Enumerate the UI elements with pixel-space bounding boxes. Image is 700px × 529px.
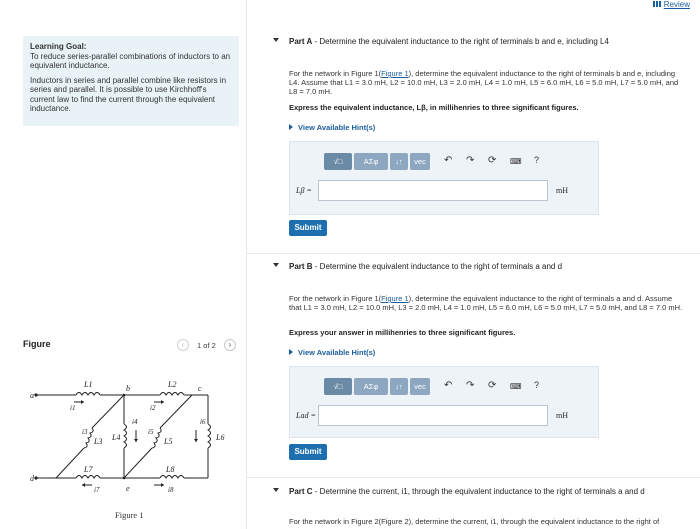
- label-d: d: [30, 474, 34, 483]
- redo-icon[interactable]: ↷: [466, 380, 475, 391]
- part-a-title: - Determine the equivalent inductance to the right of terminals b and e, including L4: [312, 37, 609, 46]
- arrowhead-i6: [194, 439, 198, 442]
- part-a-input-label: Lβ =: [296, 186, 312, 195]
- part-b-title: - Determine the equivalent inductance to the right of terminals a and d: [312, 262, 563, 271]
- arrowhead-i7: [82, 483, 85, 487]
- inductor-L7: [76, 476, 100, 479]
- label-L2: L2: [168, 380, 177, 389]
- greek-button[interactable]: ΑΣφ: [354, 378, 388, 395]
- arrowhead-i1: [81, 400, 84, 404]
- wire-L3-upper: [92, 395, 124, 428]
- node-e: [123, 477, 126, 480]
- label-L6: L6: [216, 433, 225, 442]
- part-a-label: Part A: [289, 37, 313, 46]
- label-L1: L1: [84, 380, 93, 389]
- label-L8: L8: [166, 465, 175, 474]
- wire-L5-upper: [160, 395, 192, 428]
- arrows-button[interactable]: ↓↑: [390, 378, 408, 395]
- collapse-caret-icon[interactable]: [273, 263, 279, 267]
- part-c-header[interactable]: [275, 487, 687, 499]
- part-a-description: For the network in Figure 1(Figure 1), determine the equivalent inductance to the right of terminals b and e, including L4. Assume that L1 = 3.0 mH, L2 = 10.0 mH, L3 = 2.0 mH, L4 = 1.0 mH, L5 = 6.0 mH, L6 = 5.0 mH, L7 = 5.0 mH, and L8 = 7.0 mH.: [289, 69, 679, 96]
- label-i5: i5: [148, 428, 154, 436]
- part-b: [275, 262, 687, 456]
- part-b-header[interactable]: [275, 262, 687, 274]
- label-i3: i3: [82, 428, 88, 436]
- arrows-button[interactable]: ↓↑: [390, 153, 408, 170]
- figure-1-link[interactable]: Figure 1: [381, 294, 409, 303]
- figure-caption: Figure 1: [115, 510, 144, 520]
- label-i4: i4: [132, 418, 138, 426]
- part-b-answer-input[interactable]: [318, 405, 548, 426]
- inductor-L1: [76, 393, 100, 396]
- part-a-instruction: Express the equivalent inductance, Lβ, in millihenries to three significant figures.: [289, 103, 579, 112]
- label-L5: L5: [164, 437, 173, 446]
- figure-prev-button[interactable]: ‹: [177, 339, 189, 351]
- label-i8: i8: [168, 486, 174, 494]
- hint-arrow-icon: [289, 124, 293, 130]
- arrowhead-i2: [161, 400, 164, 404]
- help-icon[interactable]: ?: [534, 155, 540, 165]
- inductor-L6: [208, 424, 211, 448]
- reset-icon[interactable]: ⟳: [488, 155, 497, 166]
- keyboard-icon[interactable]: ⌨: [510, 382, 522, 391]
- part-b-submit-button[interactable]: Submit: [289, 444, 327, 460]
- part-a-answer-box: [289, 141, 599, 215]
- part-a-header[interactable]: [275, 37, 687, 49]
- label-e: e: [126, 484, 130, 493]
- reset-icon[interactable]: ⟳: [488, 380, 497, 391]
- label-L7: L7: [84, 465, 93, 474]
- undo-icon[interactable]: ↶: [444, 155, 453, 166]
- part-c-title: - Determine the current, i1, through the equivalent inductance to the right of terminals a and d: [312, 487, 645, 496]
- left-panel: [0, 0, 247, 529]
- vec-button[interactable]: vec: [410, 153, 430, 170]
- label-i6: i6: [200, 418, 206, 426]
- inductor-L2: [160, 393, 184, 396]
- node-b: [123, 394, 126, 397]
- undo-icon[interactable]: ↶: [444, 380, 453, 391]
- circuit-diagram: [30, 378, 235, 498]
- part-c: [275, 487, 687, 526]
- review-icon: [653, 1, 661, 7]
- label-c: c: [198, 384, 202, 393]
- part-b-hint[interactable]: View Available Hint(s): [289, 348, 375, 357]
- templates-button[interactable]: √□: [324, 378, 352, 395]
- part-c-description: For the network in Figure 2(Figure 2), determine the current, i1, through the equivalent inductance to the right of: [289, 517, 660, 526]
- label-i7: i7: [94, 486, 100, 494]
- hint-arrow-icon: [289, 349, 293, 355]
- redo-icon[interactable]: ↷: [466, 155, 475, 166]
- collapse-caret-icon[interactable]: [273, 38, 279, 42]
- learning-goal-text-2: Inductors in series and parallel combine like resistors in series and parallel. It is possible to use Kirchhoff's current law to find the current through the equivalent inductance.: [30, 75, 227, 113]
- figure-count: 1 of 2: [197, 341, 216, 350]
- greek-button[interactable]: ΑΣφ: [354, 153, 388, 170]
- figure-header: [23, 339, 239, 353]
- terminal-a: [34, 393, 37, 396]
- part-b-input-label: Lad =: [296, 411, 316, 420]
- figure-1-link[interactable]: Figure 1: [381, 69, 409, 78]
- label-b: b: [126, 384, 130, 393]
- arrowhead-i8: [161, 483, 164, 487]
- learning-goal-title: Learning Goal:: [30, 42, 87, 51]
- part-a: [275, 37, 687, 232]
- part-a-hint[interactable]: View Available Hint(s): [289, 123, 375, 132]
- part-b-description: For the network in Figure 1(Figure 1), determine the equivalent inductance to the right of terminals a and d. Assume that L1 = 3.0 mH, L2 = 10.0 mH, L3 = 2.0 mH, L4 = 1.0 mH, L5 = 6.0 mH, L6 = 5.0 mH, L7 = 5.0 mH, and L8 = 7.0 mH.: [289, 294, 683, 312]
- figure-title: Figure: [23, 339, 51, 349]
- learning-goal-text: To reduce series-parallel combinations of inductors to an equivalent inductance.: [30, 51, 231, 70]
- separator: [247, 477, 700, 478]
- learning-goal-box: [23, 36, 239, 126]
- label-a: a: [30, 391, 34, 400]
- label-i2: i2: [150, 404, 156, 412]
- inductor-L8: [160, 476, 184, 479]
- part-a-submit-button[interactable]: Submit: [289, 220, 327, 236]
- part-b-answer-box: [289, 366, 599, 438]
- part-b-unit: mH: [556, 411, 568, 420]
- part-b-label: Part B: [289, 262, 313, 271]
- part-c-label: Part C: [289, 487, 313, 496]
- label-L3: L3: [94, 437, 103, 446]
- wire-L3-lower: [56, 448, 84, 478]
- arrowhead-i4: [134, 439, 138, 442]
- review-link[interactable]: [653, 0, 690, 9]
- wire-L5-lower: [124, 448, 152, 478]
- collapse-caret-icon[interactable]: [273, 488, 279, 492]
- help-icon[interactable]: ?: [534, 380, 540, 390]
- review-label: Review: [663, 0, 690, 9]
- templates-button[interactable]: √□: [324, 153, 352, 170]
- label-L4: L4: [112, 433, 121, 442]
- part-b-instruction: Express your answer in millihenries to three significant figures.: [289, 328, 516, 337]
- inductor-L4: [124, 424, 127, 448]
- keyboard-icon[interactable]: ⌨: [510, 157, 522, 166]
- terminal-d: [34, 476, 37, 479]
- separator: [247, 253, 700, 254]
- label-i1: i1: [70, 404, 76, 412]
- part-a-unit: mH: [556, 186, 568, 195]
- vec-button[interactable]: vec: [410, 378, 430, 395]
- part-a-answer-input[interactable]: [318, 180, 548, 201]
- figure-next-button[interactable]: ›: [224, 339, 236, 351]
